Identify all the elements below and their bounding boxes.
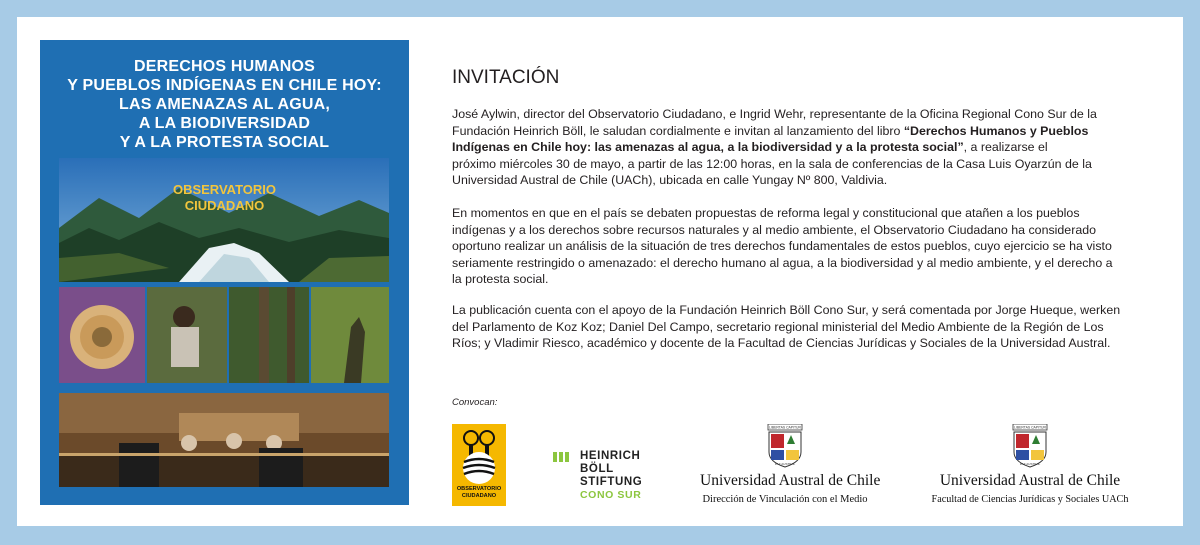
courtroom-photo: [59, 393, 389, 487]
seal-banner-text: LIBERTAS CAPITUR: [769, 425, 801, 430]
logo-text-line: OBSERVATORIO: [456, 486, 502, 492]
book-title-bold: “Derechos Humanos y Pueblos: [903, 123, 1089, 138]
text-line: indígenas y a los derechos sobre recursos naturales y al medio ambiente, el Observatorio Ciudadano ha considerado: [452, 222, 1096, 237]
boell-bars-icon: [553, 452, 573, 462]
book-cover: [40, 40, 409, 505]
text-line: la protesta social.: [452, 272, 549, 286]
cover-title-line: A LA BIODIVERSIDAD: [138, 115, 311, 132]
cover-title-line: DERECHOS HUMANOS: [134, 58, 315, 75]
observatorio-logo-text: [452, 486, 506, 500]
logo-text-line: CONO SUR: [580, 489, 642, 501]
river-landscape-photo: [59, 158, 389, 282]
logo-text-line: BÖLL: [580, 463, 614, 475]
logo-text-line: HEINRICH: [580, 450, 641, 462]
paragraph-intro: [452, 106, 1132, 189]
uach-department: Dirección de Vinculación con el Medio: [702, 494, 868, 505]
seal-bottom-text: PAX AUSTRAL: [774, 462, 796, 466]
cover-brand-line: CIUDADANO: [184, 198, 265, 213]
text-line: Fundación Heinrich Böll, le saludan cordialmente e invitan al lanzamiento del libro: [452, 123, 904, 138]
biodiversity-photo-strip: [59, 287, 389, 383]
cover-brand: [40, 182, 409, 214]
uach-vinculacion-logo: [700, 424, 881, 508]
uach-shield-icon: [1010, 424, 1050, 468]
paragraph-context: [452, 205, 1132, 288]
logo-text-line: STIFTUNG: [580, 476, 643, 488]
uach-faculty: Facultad de Ciencias Jurídicas y Sociales UACh: [931, 494, 1129, 505]
text-line: oportuno realizar un análisis de la situación de tres derechos fundamentales de estos pueblos, cuyo ejercicio se ha visto: [452, 239, 1112, 253]
cover-title-line: Y PUEBLOS INDÍGENAS EN CHILE HOY:: [67, 77, 382, 94]
text-line: La publicación cuenta con el apoyo de la Fundación Heinrich Böll Cono Sur, y será comentada por Jorge Hueque, werken: [452, 303, 1121, 317]
text-line: seriamente restringido o amenazado: el derecho humano al agua, a la biodiversidad y al medio ambiente, y el derecho a: [452, 255, 1113, 270]
boell-logo-text: [580, 450, 642, 502]
uach-name: Universidad Austral de Chile: [939, 472, 1121, 489]
observatorio-emblem-icon: [452, 424, 506, 486]
cover-brand-line: OBSERVATORIO: [172, 182, 277, 197]
cover-title-line: LAS AMENAZAS AL AGUA,: [118, 96, 330, 113]
text-line: del Parlamento de Koz Koz; Daniel Del Campo, secretario regional ministerial del Medio Ambiente de la Región de Los: [452, 319, 1104, 334]
paragraph-support: [452, 302, 1132, 352]
book-title-bold: Indígenas en Chile hoy: las amenazas al agua, a la biodiversidad y a la protesta social”: [452, 140, 964, 154]
text-line: José Aylwin, director del Observatorio Ciudadano, e Ingrid Wehr, representante de la Oficina Regional Cono Sur de la: [452, 107, 1097, 121]
observatorio-ciudadano-logo: [452, 424, 506, 506]
seal-banner-text: LIBERTAS CAPITUR: [1014, 425, 1046, 430]
invitation-title: INVITACIÓN: [452, 67, 560, 88]
text-line: En momentos en que en el país se debaten propuestas de reforma legal y constitucional que atañen a los pueblos: [452, 206, 1080, 220]
cover-title: [40, 57, 409, 152]
text-line: Ríos; y Vladimir Riesco, académico y docente de la Facultad de Ciencias Jurídicas y Sociales de la Universidad Austral.: [452, 336, 1111, 350]
text-line: próximo miércoles 30 de mayo, a partir de las 12:00 horas, en la sala de conferencias de la Casa Luis Oyarzún de la: [452, 156, 1092, 171]
seal-bottom-text: PAX AUSTRAL: [1019, 462, 1041, 466]
heinrich-boell-logo: [553, 450, 643, 510]
uach-shield-icon: [765, 424, 805, 468]
uach-facultad-logo: [930, 424, 1130, 508]
text-line: Universidad Austral de Chile (UACh), ubicada en calle Yungay Nº 800, Valdivia.: [452, 173, 888, 187]
convocan-label: Convocan:: [452, 397, 498, 408]
uach-name: Universidad Austral de Chile: [700, 472, 881, 489]
cover-title-line: Y A LA PROTESTA SOCIAL: [119, 134, 330, 151]
text-line: , a realizarse el: [963, 140, 1048, 154]
logo-text-line: CIUDADANO: [461, 493, 497, 499]
